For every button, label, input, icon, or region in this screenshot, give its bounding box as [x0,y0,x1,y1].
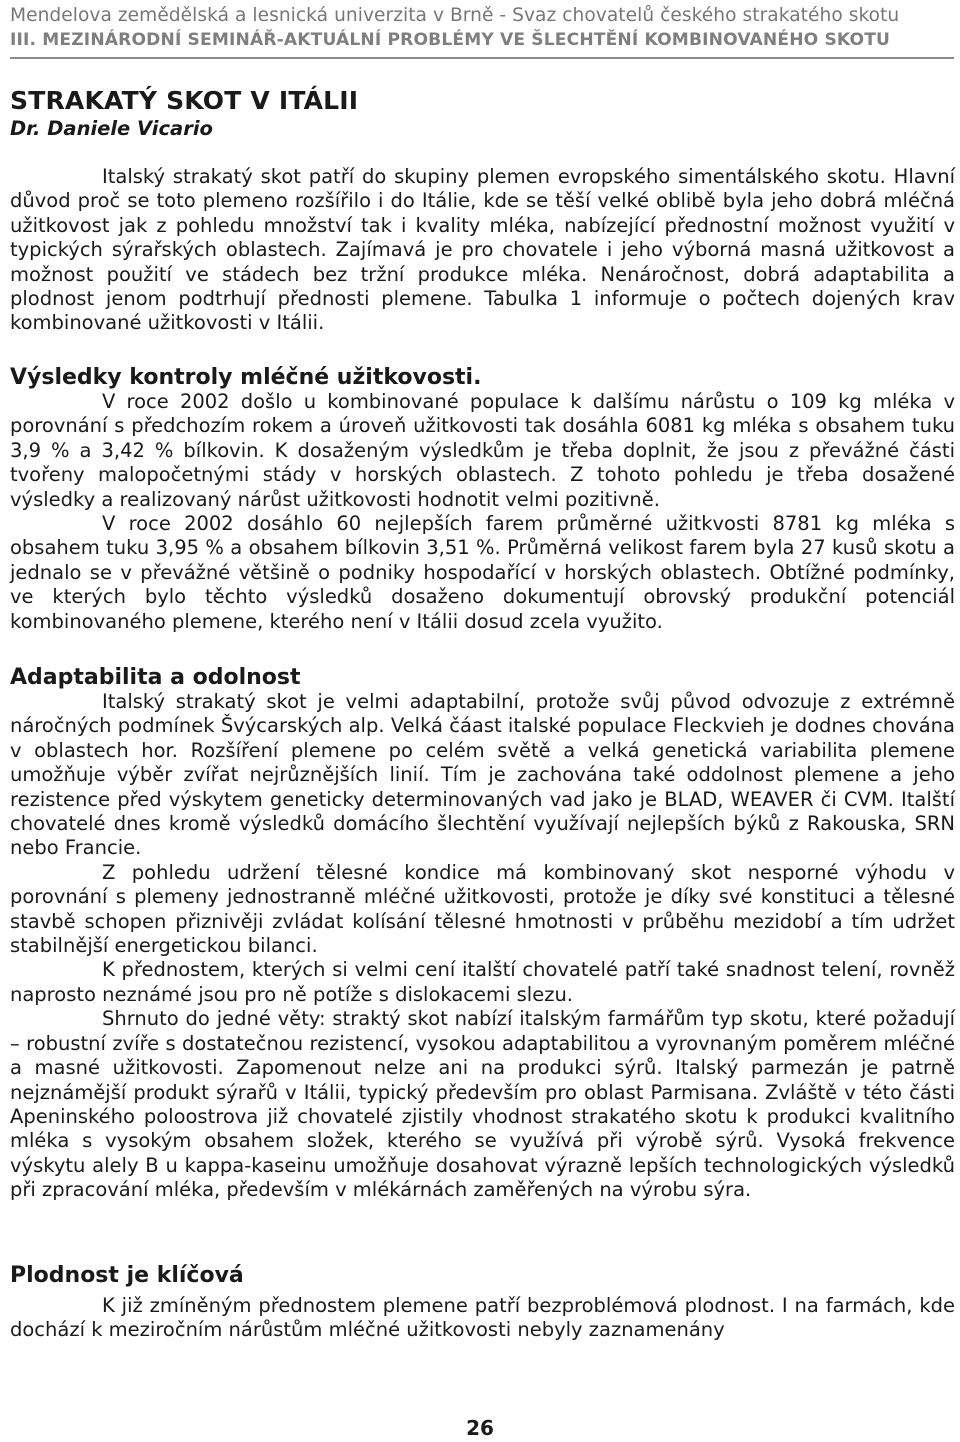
body-paragraph: K již zmíněným přednostem plemene patří bezproblémová plodnost. I na farmách, kde dochází k meziročním nárůstům mléčné užitkovosti nebyly zaznamenány [10,1294,955,1342]
section-body-results [10,390,955,634]
body-paragraph: K přednostem, kterých si velmi cení italští chovatelé patří také snadnost telení, rovněž naprosto neznámé jsou pro ně potíže s dislokacemi slezu. [10,958,955,1006]
section-heading-adaptability: Adaptabilita a odolnost [10,665,301,690]
section-body-adaptability [10,690,955,1203]
running-header-institution: Mendelova zemědělská a lesnická univerzita v Brně - Svaz chovatelů českého strakatého skotu [10,5,900,26]
intro-paragraph: Italský strakatý skot patří do skupiny plemen evropského simentálského skotu. Hlavní důvod proč se toto plemeno rozšířilo i do Itálie, kde se těší velké oblibě byla jeho dobrá mléčná užitkovost jak z pohledu množství tak i kvality mléka, nabízející přednostní možnost využití v typických sýrařských oblastech. Zajímavá je pro chovatele i jeho výborná masná užitkovost a možnost použití ve stádech bez tržní produkce mléka. Nenáročnost, dobrá adaptabilita a plodnost jenom podtrhují přednosti plemene. Tabulka 1 informuje o počtech dojených krav kombinované užitkovosti v Itálii. [10,165,955,335]
article-author: Dr. Daniele Vicario [10,117,213,140]
body-paragraph: Shrnuto do jedné věty: straktý skot nabízí italským farmářům typ skotu, které požadují – robustní zvíře s dostatečnou rezistencí, vysokou adaptabilitou a vyrovnaným poměrem mléčné a masné užitkovosti. Zapomenout nelze ani na produkci sýrů. Italský parmezán je patrně nejznámější produkt sýrařů v Itálii, typický především pro oblast Parmisana. Zvláště v této části Apeninského poloostrova již chovatelé zjistily vhodnost strakatého skotu k produkci kvalitního mléka s vysokým obsahem složek, kterého se využívá při výrobě sýrů. Vysoká frekvence výskytu alely B u kappa-kaseinu umožňuje dosahovat výrazně lepších technologických výsledků při zpracování mléka, především v mlékárnách zaměřených na výrobu sýra. [10,1007,955,1202]
section-body-fertility [10,1294,955,1343]
running-header-seminar: III. MEZINÁRODNÍ SEMINÁŘ-AKTUÁLNÍ PROBLÉMY VE ŠLECHTĚNÍ KOMBINOVANÉHO SKOTU [10,30,891,50]
section-heading-fertility: Plodnost je klíčová [10,1263,244,1288]
header-divider [10,57,954,59]
intro-block [10,165,955,336]
article-title: STRAKATÝ SKOT V ITÁLII [10,86,359,115]
body-paragraph: Italský strakatý skot je velmi adaptabilní, protože svůj původ odvozuje z extrémně náročných podmínek Švýcarských alp. Velká čáast italské populace Fleckvieh je dodnes chována v oblastech hor. Rozšíření plemene po celém světě a velká genetická variabilita plemene umožňuje výběr zvířat nejrůznějších linií. Tím je zachována také oddolnost plemene a jeho rezistence před výskytem geneticky determinovaných vad jako je BLAD, WEAVER či CVM. Italští chovatelé dnes kromě výsledků domácího šlechtění využívají nejlepších býků z Rakouska, SRN nebo Francie. [10,690,955,860]
body-paragraph: V roce 2002 došlo u kombinované populace k dalšímu nárůstu o 109 kg mléka v porovnání s předchozím rokem a úroveň užitkovosti tak dosáhla 6081 kg mléka s obsahem tuku 3,9 % a 3,42 % bílkovin. K dosaženým výsledkům je třeba doplnit, že jsou z převážné části tvořeny malopočetnými stády v horských oblastech. Z tohoto pohledu je třeba dosažené výsledky a realizovaný nárůst užitkovosti hodnotit velmi pozitivně. [10,390,955,511]
section-heading-results: Výsledky kontroly mléčné užitkovosti. [10,365,482,390]
body-paragraph: V roce 2002 dosáhlo 60 nejlepších farem průměrné užitkvosti 8781 kg mléka s obsahem tuku 3,95 % a obsahem bílkovin 3,51 %. Průměrná velikost farem byla 27 kusů skotu a jednalo se v převážné většině o podniky hospodařící v horských oblastech. Obtížné podmínky, ve kterých bylo těchto výsledků dosaženo dokumentují obrovský produkční potenciál kombinovaného plemene, kterého není v Itálii dosud zcela využito. [10,512,955,633]
body-paragraph: Z pohledu udržení tělesné kondice má kombinovaný skot nesporné výhodu v porovnání s plemeny jednostranně mléčné užitkovosti, protože je díky své konstituci a tělesné stavbě schopen přiznivěji zvládat kolísání tělesné hmotnosti v průběhu mezidobí a tím udržet stabilnější energetickou bilanci. [10,860,955,958]
page-number: 26 [466,1416,494,1440]
